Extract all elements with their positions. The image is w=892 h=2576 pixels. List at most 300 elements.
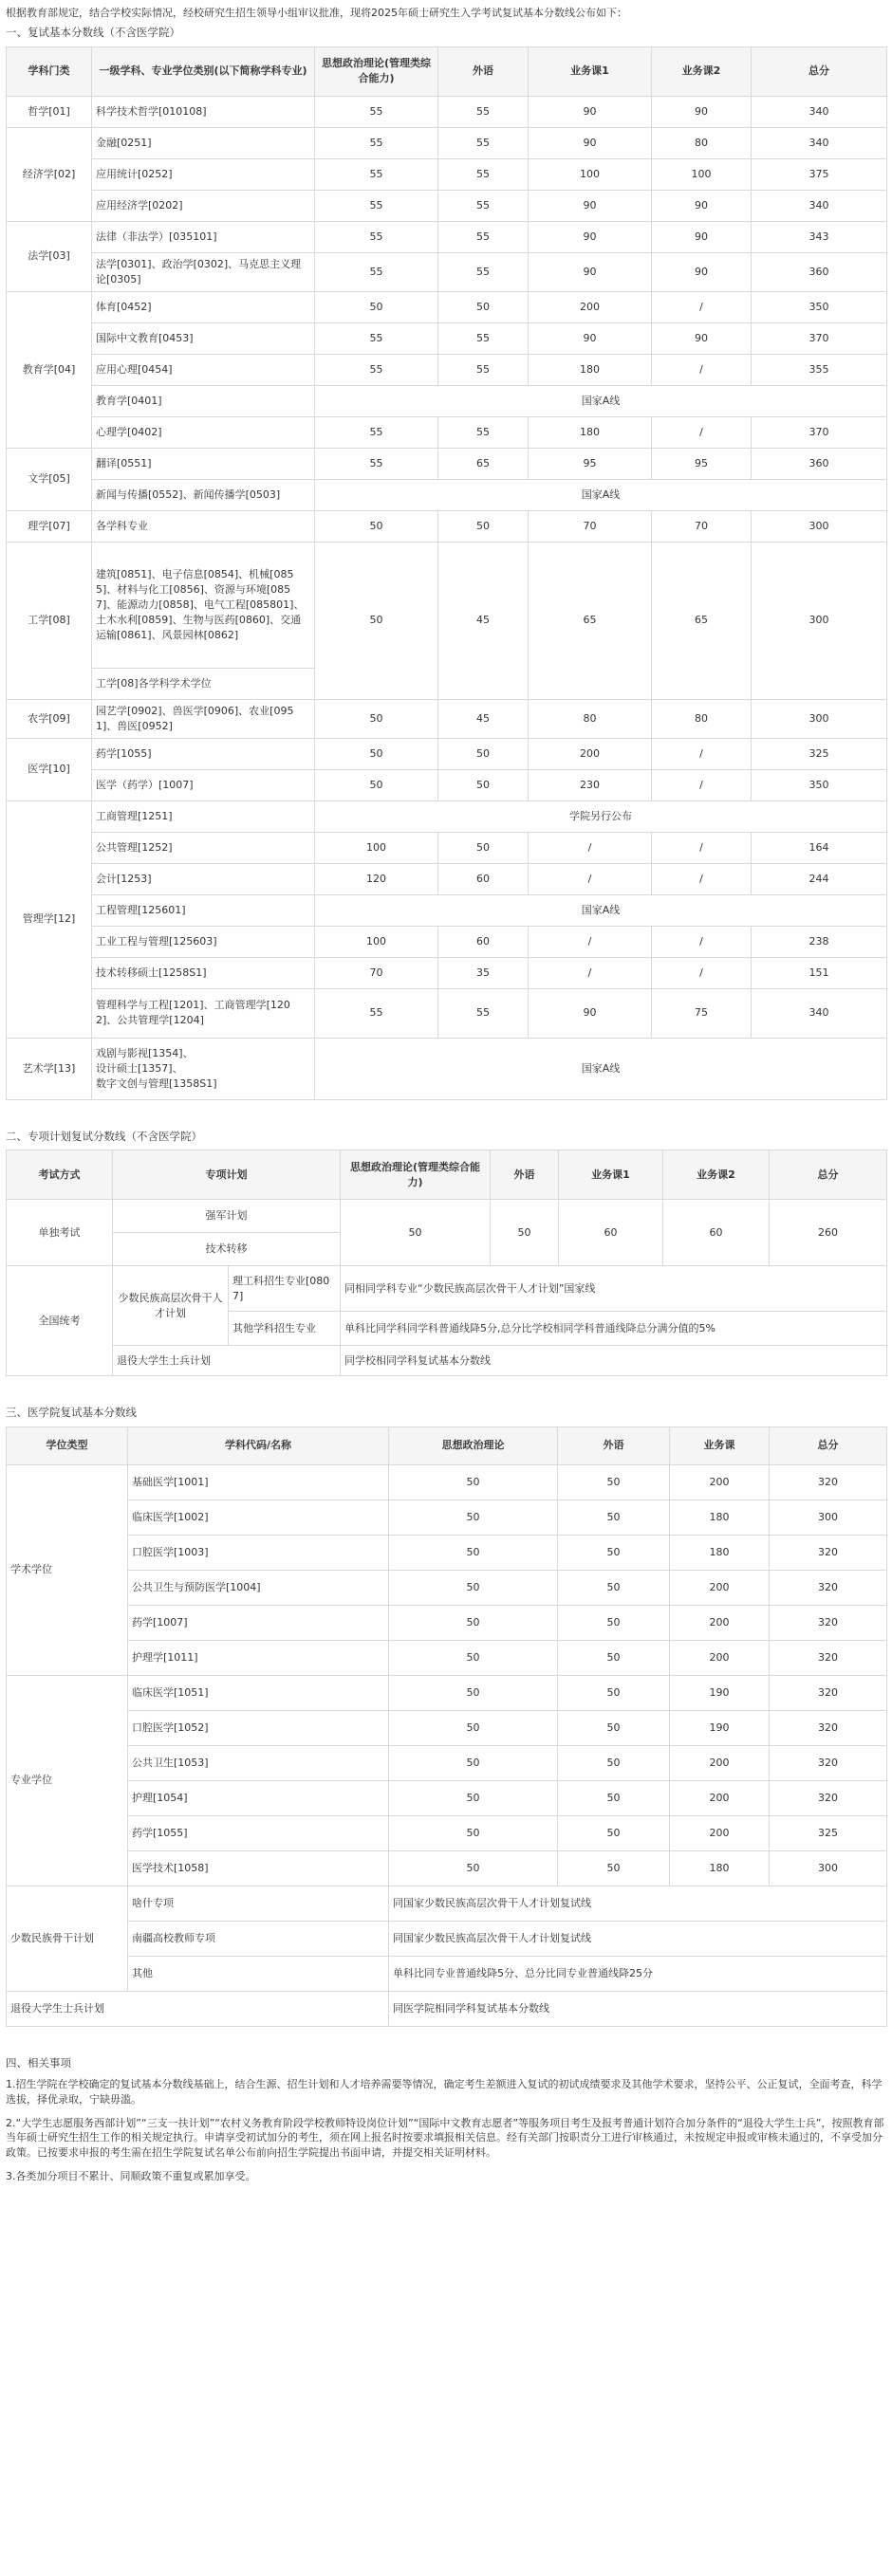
sec1-language: 55 — [438, 322, 529, 354]
sec1-category: 理学[07] — [7, 510, 92, 542]
sec1-course2: 80 — [652, 127, 752, 158]
sec3-course: 180 — [670, 1850, 770, 1886]
sec3-row — [7, 1605, 887, 1640]
sec1-course2: / — [652, 832, 752, 863]
sec2-other-text: 单科比同学科同学科普通线降5分,总分比学校相同学科普通线降总分满分值的5% — [341, 1312, 887, 1346]
sec1-subject: 会计[1253] — [92, 863, 315, 894]
sec1-course1: 180 — [529, 354, 652, 385]
sec2-veteran-text: 同学校相同学科复试基本分数线 — [341, 1346, 887, 1376]
sec3-language: 50 — [558, 1710, 670, 1745]
sec3-total: 320 — [770, 1675, 887, 1710]
sec2-header-method: 考试方式 — [7, 1150, 113, 1200]
sec1-language: 55 — [438, 221, 529, 252]
sec3-total: 320 — [770, 1710, 887, 1745]
sec1-header-subject: 一级学科、专业学位类别(以下简称学科专业) — [92, 46, 315, 96]
sec2-header-course1: 业务课1 — [559, 1150, 663, 1200]
sec3-politics: 50 — [389, 1640, 558, 1675]
sec1-row — [7, 738, 887, 769]
sec1-course2: 80 — [652, 699, 752, 738]
sec3-politics: 50 — [389, 1605, 558, 1640]
sec1-course1: 95 — [529, 448, 652, 479]
sec1-course1: / — [529, 863, 652, 894]
sec1-row — [7, 542, 887, 668]
sec1-course2: / — [652, 416, 752, 448]
sec1-total: 355 — [752, 354, 887, 385]
sec3-row — [7, 1675, 887, 1710]
sec1-row — [7, 769, 887, 800]
sec3-total: 320 — [770, 1745, 887, 1780]
sec1-politics: 100 — [315, 832, 438, 863]
sec1-politics: 55 — [315, 221, 438, 252]
sec1-language: 45 — [438, 699, 529, 738]
section1-title: 一、复试基本分数线（不含医学院） — [6, 25, 180, 39]
sec1-subject: 药学[1055] — [92, 738, 315, 769]
sec1-politics: 50 — [315, 510, 438, 542]
sec2-sci-major: 理工科招生专业[0807] — [229, 1266, 341, 1312]
sec1-total: 360 — [752, 252, 887, 291]
sec3-course: 200 — [670, 1605, 770, 1640]
sec3-row — [7, 1815, 887, 1850]
sec3-header-politics: 思想政治理论 — [389, 1426, 558, 1464]
sec1-politics: 55 — [315, 158, 438, 190]
sec1-course2: / — [652, 738, 752, 769]
sec3-politics: 50 — [389, 1535, 558, 1570]
sec1-politics: 50 — [315, 291, 438, 322]
sec3-row — [7, 1991, 887, 2026]
sec3-merged-line: 同国家少数民族高层次骨干人才计划复试线 — [389, 1886, 887, 1921]
sec3-header-degree: 学位类型 — [7, 1426, 128, 1464]
sec3-degree-type: 学术学位 — [7, 1464, 128, 1675]
sec1-category: 文学[05] — [7, 448, 92, 510]
sec3-politics: 50 — [389, 1464, 558, 1500]
sec1-subject: 应用统计[0252] — [92, 158, 315, 190]
sec3-row — [7, 1780, 887, 1815]
sec1-category: 工学[08] — [7, 542, 92, 699]
sec1-total: 325 — [752, 738, 887, 769]
sec3-total: 300 — [770, 1500, 887, 1535]
sec3-row — [7, 1464, 887, 1500]
sec3-row — [7, 1850, 887, 1886]
sec3-degree-type: 少数民族骨干计划 — [7, 1886, 128, 1991]
sec1-course2: / — [652, 957, 752, 988]
sec1-course1: 65 — [529, 542, 652, 699]
sec2-header-total: 总分 — [770, 1150, 887, 1200]
sec1-row — [7, 190, 887, 221]
sec1-course1: 230 — [529, 769, 652, 800]
sec1-merged-line: 国家A线 — [315, 385, 887, 416]
section4-title: 四、相关事项 — [6, 2055, 71, 2070]
sec1-language: 50 — [438, 769, 529, 800]
sec1-course2: / — [652, 863, 752, 894]
sec1-course1: / — [529, 957, 652, 988]
sec1-language: 50 — [438, 291, 529, 322]
sec1-course1: 200 — [529, 738, 652, 769]
sec3-subject: 临床医学[1002] — [128, 1500, 389, 1535]
sec1-subject: 公共管理[1252] — [92, 832, 315, 863]
sec1-merged-line: 国家A线 — [315, 894, 887, 926]
sec3-merged-line: 同国家少数民族高层次骨干人才计划复试线 — [389, 1921, 887, 1956]
sec1-subject: 科学技术哲学[010108] — [92, 96, 315, 127]
sec1-total: 360 — [752, 448, 887, 479]
sec1-header-politics: 思想政治理论(管理类综合能力) — [315, 46, 438, 96]
sec3-subject: 南疆高校教师专项 — [128, 1921, 389, 1956]
sec1-total: 350 — [752, 291, 887, 322]
sec1-course1: / — [529, 832, 652, 863]
sec1-row — [7, 832, 887, 863]
sec3-degree-type: 专业学位 — [7, 1675, 128, 1886]
sec3-subject: 口腔医学[1003] — [128, 1535, 389, 1570]
sec1-course2: 75 — [652, 988, 752, 1038]
sec3-total: 325 — [770, 1815, 887, 1850]
sec1-subject: 心理学[0402] — [92, 416, 315, 448]
sec1-subject: 工商管理[1251] — [92, 800, 315, 832]
sec3-row — [7, 1886, 887, 1921]
sec3-politics: 50 — [389, 1570, 558, 1605]
sec2-other-major: 其他学科招生专业 — [229, 1312, 341, 1346]
sec3-row — [7, 1500, 887, 1535]
sec1-course2: / — [652, 291, 752, 322]
sec3-total: 320 — [770, 1535, 887, 1570]
sec1-header-course2: 业务课2 — [652, 46, 752, 96]
sec1-course1: 90 — [529, 221, 652, 252]
sec1-course1: 100 — [529, 158, 652, 190]
sec1-politics: 100 — [315, 926, 438, 957]
sec3-row — [7, 1956, 887, 1991]
sec1-language: 60 — [438, 863, 529, 894]
sec1-politics: 55 — [315, 448, 438, 479]
sec3-course: 200 — [670, 1745, 770, 1780]
sec1-category: 医学[10] — [7, 738, 92, 800]
sec1-total: 350 — [752, 769, 887, 800]
sec1-subject: 管理科学与工程[1201]、工商管理学[1202]、公共管理学[1204] — [92, 988, 315, 1038]
sec3-politics: 50 — [389, 1710, 558, 1745]
sec2-header-plan: 专项计划 — [113, 1150, 341, 1200]
sec1-politics: 50 — [315, 738, 438, 769]
sec1-language: 55 — [438, 416, 529, 448]
sec3-row — [7, 1710, 887, 1745]
section1-table — [6, 46, 887, 1100]
sec1-subject: 体育[0452] — [92, 291, 315, 322]
sec1-course2: 70 — [652, 510, 752, 542]
sec1-course1: 90 — [529, 988, 652, 1038]
sec1-politics: 50 — [315, 769, 438, 800]
sec1-merged-line: 国家A线 — [315, 1038, 887, 1099]
sec1-course2: 90 — [652, 322, 752, 354]
sec3-language: 50 — [558, 1535, 670, 1570]
sec1-header-course1: 业务课1 — [529, 46, 652, 96]
sec1-subject: 金融[0251] — [92, 127, 315, 158]
sec1-row — [7, 96, 887, 127]
sec3-politics: 50 — [389, 1780, 558, 1815]
sec1-row — [7, 926, 887, 957]
sec3-subject: 啥什专项 — [128, 1886, 389, 1921]
sec1-subject: 各学科专业 — [92, 510, 315, 542]
sec1-total: 370 — [752, 322, 887, 354]
sec1-row — [7, 416, 887, 448]
sec1-total: 340 — [752, 127, 887, 158]
sec1-politics: 55 — [315, 354, 438, 385]
sec3-total: 320 — [770, 1640, 887, 1675]
sec3-merged-line: 单科比同专业普通线降5分、总分比同专业普通线降25分 — [389, 1956, 887, 1991]
sec3-subject: 公共卫生与预防医学[1004] — [128, 1570, 389, 1605]
sec2-value: 60 — [559, 1200, 663, 1266]
sec3-subject: 公共卫生[1053] — [128, 1745, 389, 1780]
sec1-category: 管理学[12] — [7, 800, 92, 1038]
sec3-subject: 药学[1007] — [128, 1605, 389, 1640]
sec2-header-language: 外语 — [491, 1150, 559, 1200]
sec1-politics: 55 — [315, 96, 438, 127]
sec1-merged-line: 学院另行公布 — [315, 800, 887, 832]
sec1-politics: 70 — [315, 957, 438, 988]
sec1-category: 经济学[02] — [7, 127, 92, 221]
sec2-value: 50 — [491, 1200, 559, 1266]
sec2-minority-plan: 少数民族高层次骨干人才计划 — [113, 1266, 229, 1346]
sec1-total: 300 — [752, 542, 887, 699]
sec1-language: 55 — [438, 354, 529, 385]
sec1-category: 哲学[01] — [7, 96, 92, 127]
sec1-politics: 55 — [315, 127, 438, 158]
sec2-plan-item: 技术转移 — [113, 1233, 341, 1266]
sec1-subject: 应用经济学[0202] — [92, 190, 315, 221]
sec1-subject: 医学（药学）[1007] — [92, 769, 315, 800]
sec1-total: 343 — [752, 221, 887, 252]
sec3-politics: 50 — [389, 1745, 558, 1780]
sec1-total: 238 — [752, 926, 887, 957]
sec1-course2: 95 — [652, 448, 752, 479]
sec3-course: 180 — [670, 1500, 770, 1535]
sec3-total: 320 — [770, 1464, 887, 1500]
sec2-unified-label: 全国统考 — [7, 1266, 113, 1376]
sec1-course2: 90 — [652, 221, 752, 252]
sec3-subject: 医学技术[1058] — [128, 1850, 389, 1886]
sec3-subject: 临床医学[1051] — [128, 1675, 389, 1710]
sec1-course1: 80 — [529, 699, 652, 738]
sec1-language: 55 — [438, 158, 529, 190]
sec1-politics: 55 — [315, 322, 438, 354]
sec3-politics: 50 — [389, 1850, 558, 1886]
sec1-category: 农学[09] — [7, 699, 92, 738]
sec1-subject: 法学[0301]、政治学[0302]、马克思主义理论[0305] — [92, 252, 315, 291]
sec1-politics: 55 — [315, 190, 438, 221]
sec1-header-category: 学科门类 — [7, 46, 92, 96]
sec3-subject: 药学[1055] — [128, 1815, 389, 1850]
sec2-single-label: 单独考试 — [7, 1200, 113, 1266]
sec1-language: 55 — [438, 190, 529, 221]
sec3-subject: 口腔医学[1052] — [128, 1710, 389, 1745]
sec1-row — [7, 510, 887, 542]
sec1-row — [7, 1038, 887, 1099]
sec1-language: 55 — [438, 127, 529, 158]
sec1-subject: 工业工程与管理[125603] — [92, 926, 315, 957]
sec3-politics: 50 — [389, 1675, 558, 1710]
sec3-subject: 其他 — [128, 1956, 389, 1991]
sec1-total: 151 — [752, 957, 887, 988]
sec1-row — [7, 322, 887, 354]
sec1-politics: 55 — [315, 252, 438, 291]
sec1-subject: 翻译[0551] — [92, 448, 315, 479]
sec1-merged-line: 国家A线 — [315, 479, 887, 510]
sec1-category: 教育学[04] — [7, 291, 92, 448]
sec1-politics: 50 — [315, 699, 438, 738]
sec3-course: 200 — [670, 1570, 770, 1605]
sec1-politics: 120 — [315, 863, 438, 894]
sec2-header-course2: 业务课2 — [663, 1150, 770, 1200]
sec3-row — [7, 1745, 887, 1780]
sec1-total: 300 — [752, 510, 887, 542]
sec3-language: 50 — [558, 1464, 670, 1500]
sec3-language: 50 — [558, 1570, 670, 1605]
sec3-total: 300 — [770, 1850, 887, 1886]
sec1-row — [7, 957, 887, 988]
sec1-category: 法学[03] — [7, 221, 92, 291]
sec3-course: 190 — [670, 1675, 770, 1710]
note-item: 2.“大学生志愿服务西部计划”“三支一扶计划”“农村义务教育阶段学校教师特设岗位计划”“国际中文教育志愿者”等服务项目考生及报考普通计划符合加分条件的“退役大学生士兵”，按照教育部当年硕士研究生招生工作的相关规定执行。申请享受初试加分的考生，须在网上报名时按要求填报相关信息。经有关部门按职责分工进行审核通过，未按规定申报或审核未通过的，不享受加分政策。已按要求申报的考生需在招生学院复试名单公布前向招生学院提出书面申请，并提交相关证明材料。 — [6, 2116, 884, 2160]
sec3-degree-type: 退役大学生士兵计划 — [7, 1991, 389, 2026]
sec1-course2: 90 — [652, 96, 752, 127]
sec1-language: 45 — [438, 542, 529, 699]
sec3-course: 200 — [670, 1780, 770, 1815]
sec1-row — [7, 894, 887, 926]
sec1-course1: 90 — [529, 322, 652, 354]
sec3-subject: 护理[1054] — [128, 1780, 389, 1815]
sec1-language: 50 — [438, 832, 529, 863]
sec1-course2: 90 — [652, 190, 752, 221]
sec2-value: 60 — [663, 1200, 770, 1266]
sec3-header-total: 总分 — [770, 1426, 887, 1464]
sec3-language: 50 — [558, 1780, 670, 1815]
sec1-course2: 65 — [652, 542, 752, 699]
sec1-row — [7, 291, 887, 322]
sec1-politics: 55 — [315, 416, 438, 448]
sec1-row — [7, 988, 887, 1038]
sec3-header-course: 业务课 — [670, 1426, 770, 1464]
sec1-row — [7, 252, 887, 291]
sec3-language: 50 — [558, 1745, 670, 1780]
sec3-row — [7, 1921, 887, 1956]
sec1-header-total: 总分 — [752, 46, 887, 96]
sec3-row — [7, 1535, 887, 1570]
sec3-total: 320 — [770, 1605, 887, 1640]
sec3-total: 320 — [770, 1780, 887, 1815]
sec1-politics: 50 — [315, 542, 438, 699]
sec2-value: 260 — [770, 1200, 887, 1266]
sec3-politics: 50 — [389, 1815, 558, 1850]
sec2-plan-item: 强军计划 — [113, 1200, 341, 1233]
sec2-veteran-plan: 退役大学生士兵计划 — [113, 1346, 341, 1376]
sec1-course1: 90 — [529, 252, 652, 291]
sec3-politics: 50 — [389, 1500, 558, 1535]
sec1-row — [7, 385, 887, 416]
sec1-language: 60 — [438, 926, 529, 957]
sec3-header-language: 外语 — [558, 1426, 670, 1464]
sec3-subject: 基础医学[1001] — [128, 1464, 389, 1500]
sec1-language: 35 — [438, 957, 529, 988]
sec1-course2: 100 — [652, 158, 752, 190]
sec1-total: 340 — [752, 988, 887, 1038]
section2-table — [6, 1150, 887, 1376]
sec1-subject: 国际中文教育[0453] — [92, 322, 315, 354]
section2-title: 二、专项计划复试分数线（不含医学院） — [6, 1129, 202, 1143]
sec1-subject: 戏剧与影视[1354]、 设计硕士[1357]、 数字文创与管理[1358S1] — [92, 1038, 315, 1099]
sec1-language: 50 — [438, 510, 529, 542]
note-item: 3.各类加分项目不累计、同顺政策不重复或累加享受。 — [6, 2170, 256, 2183]
sec3-merged-line: 同医学院相同学科复试基本分数线 — [389, 1991, 887, 2026]
sec1-language: 55 — [438, 988, 529, 1038]
sec1-course1: 90 — [529, 96, 652, 127]
sec2-header-politics: 思想政治理论(管理类综合能力) — [341, 1150, 491, 1200]
sec1-total: 300 — [752, 699, 887, 738]
sec1-row — [7, 699, 887, 738]
sec1-course1: 200 — [529, 291, 652, 322]
sec1-total: 164 — [752, 832, 887, 863]
sec3-course: 200 — [670, 1464, 770, 1500]
sec3-course: 200 — [670, 1640, 770, 1675]
sec1-language: 55 — [438, 96, 529, 127]
sec1-subject: 教育学[0401] — [92, 385, 315, 416]
intro-text: 根据教育部规定，结合学校实际情况，经校研究生招生领导小组审议批准，现将2025年硕士研究生入学考试复试基本分数线公布如下： — [6, 7, 627, 19]
sec1-total: 375 — [752, 158, 887, 190]
sec3-course: 190 — [670, 1710, 770, 1745]
sec1-course1: / — [529, 926, 652, 957]
sec1-language: 50 — [438, 738, 529, 769]
sec1-row — [7, 863, 887, 894]
sec3-language: 50 — [558, 1605, 670, 1640]
sec1-header-language: 外语 — [438, 46, 529, 96]
sec3-language: 50 — [558, 1675, 670, 1710]
sec3-language: 50 — [558, 1640, 670, 1675]
sec1-row — [7, 448, 887, 479]
sec1-row — [7, 354, 887, 385]
sec3-row — [7, 1640, 887, 1675]
sec2-sci-text: 同相同学科专业“少数民族高层次骨干人才计划”国家线 — [341, 1266, 887, 1312]
sec1-course1: 70 — [529, 510, 652, 542]
sec1-row — [7, 800, 887, 832]
sec1-subject: 工学[08]各学科学术学位 — [92, 668, 315, 699]
sec3-total: 320 — [770, 1570, 887, 1605]
sec1-course2: / — [652, 926, 752, 957]
sec3-subject: 护理学[1011] — [128, 1640, 389, 1675]
sec1-course2: / — [652, 354, 752, 385]
notes — [6, 2077, 886, 2185]
sec1-total: 244 — [752, 863, 887, 894]
sec3-course: 180 — [670, 1535, 770, 1570]
sec1-row — [7, 221, 887, 252]
sec1-course1: 90 — [529, 190, 652, 221]
sec1-subject: 应用心理[0454] — [92, 354, 315, 385]
sec3-course: 200 — [670, 1815, 770, 1850]
sec1-row — [7, 158, 887, 190]
sec1-course2: 90 — [652, 252, 752, 291]
sec3-language: 50 — [558, 1500, 670, 1535]
sec1-row — [7, 127, 887, 158]
sec1-total: 340 — [752, 190, 887, 221]
sec1-subject: 技术转移硕士[1258S1] — [92, 957, 315, 988]
sec1-course2: / — [652, 769, 752, 800]
sec1-course1: 90 — [529, 127, 652, 158]
section3-table — [6, 1426, 887, 2027]
sec1-language: 55 — [438, 252, 529, 291]
note-item: 1.招生学院在学校确定的复试基本分数线基础上，结合生源、招生计划和人才培养需要等情况，确定考生差额进入复试的初试成绩要求及其他学术要求，坚持公平、公正复试，全面考查，科学选拔，择优录取，宁缺毋滥。 — [6, 2077, 883, 2106]
sec1-subject: 园艺学[0902]、兽医学[0906]、农业[0951]、兽医[0952] — [92, 699, 315, 738]
sec1-politics: 55 — [315, 988, 438, 1038]
sec1-course1: 180 — [529, 416, 652, 448]
sec1-subject: 工程管理[125601] — [92, 894, 315, 926]
sec1-subject: 建筑[0851]、电子信息[0854]、机械[0855]、材料与化工[0856]、资源与环境[0857]、能源动力[0858]、电气工程[085801]、土木水利[0859]、生物与医药[0860]、交通运输[0861]、风景园林[0862] — [92, 542, 315, 668]
sec1-total: 370 — [752, 416, 887, 448]
section3-title: 三、医学院复试基本分数线 — [6, 1406, 137, 1420]
sec3-header-subject: 学科代码/名称 — [128, 1426, 389, 1464]
sec1-total: 340 — [752, 96, 887, 127]
